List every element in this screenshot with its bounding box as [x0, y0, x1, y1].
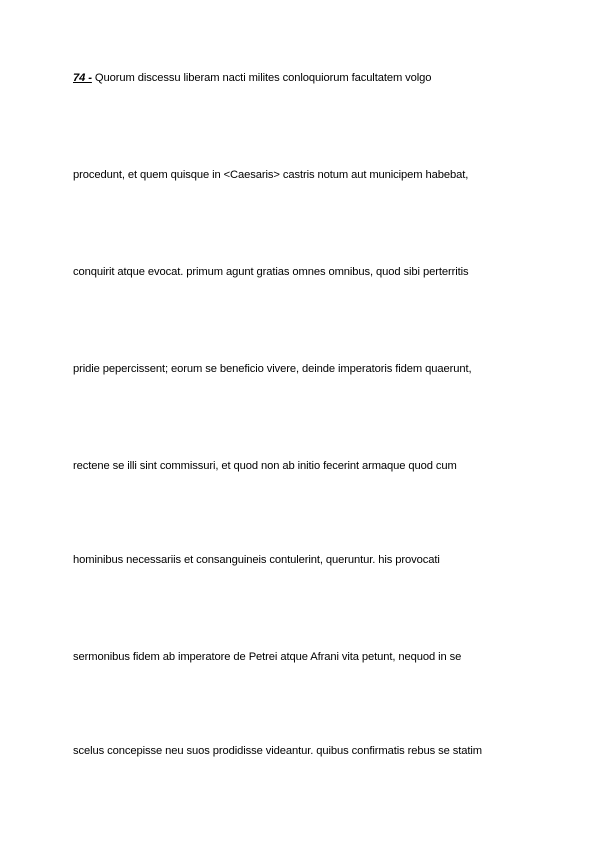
text-line-6: hominibus necessariis et consanguineis contulerint, queruntur. his provocati [73, 554, 440, 566]
text-line-1-body: Quorum discessu liberam nacti milites conloquiorum facultatem volgo [91, 72, 432, 84]
text-line-7: sermonibus fidem ab imperatore de Petrei atque Afrani vita petunt, nequod in se [73, 651, 462, 663]
text-line-5: rectene se illi sint commissuri, et quod non ab initio fecerint armaque quod cum [73, 460, 457, 472]
text-line-2: procedunt, et quem quisque in <Caesaris> castris notum aut municipem habebat, [73, 169, 469, 181]
chapter-number: 74 - [73, 72, 92, 84]
text-line-4: pridie pepercissent; eorum se beneficio vivere, deinde imperatoris fidem quaerunt, [73, 363, 472, 375]
text-line-1 [73, 71, 573, 85]
text-line-3: conquirit atque evocat. primum agunt gratias omnes omnibus, quod sibi perterritis [73, 266, 469, 278]
text-line-8: scelus concepisse neu suos prodidisse videantur. quibus confirmatis rebus se statim [73, 745, 482, 757]
